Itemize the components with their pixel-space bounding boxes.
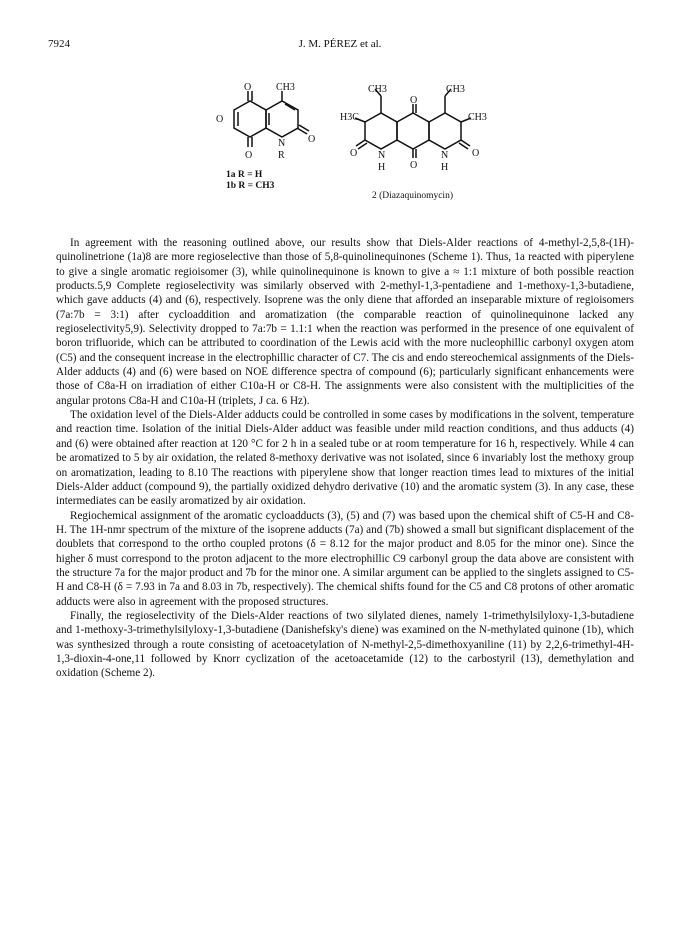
atom-o-bottom: O [410, 160, 418, 171]
caption-2: 2 (Diazaquinomycin) [372, 191, 453, 201]
paragraph-4: Finally, the regioselectivity of the Diels-Alder reactions of two silylated dienes, namely 1-trimethylsilyloxy-1,3-butadiene and 1-methoxy-3-trimethylsilyloxy-1,3-butadiene (Danishefsky's diene) was examined on the N-methylated quinone (1b), which was synthesized through a route consisting of acetoacetylation of N-methyl-2,5-dimethoxyaniline (11) by 2,2,6-trimethyl-4H-1,3-dioxin-4-one,11 followed by Knorr cyclization of the acetoacetamide (12) to the carbostyril (13), demethylation and oxidation (Scheme 2). [56, 609, 634, 680]
structure-1-drawing [212, 82, 322, 174]
label-1b: 1b R = CH3 [226, 181, 275, 191]
atom-n: N [278, 138, 286, 149]
atom-h-left: H [378, 162, 386, 173]
atom-o-left: O [216, 114, 224, 125]
atom-o-top: O [244, 82, 252, 93]
paragraph-2: The oxidation level of the Diels-Alder adducts could be controlled in some cases by modifications in the solvent, temperature and reaction time. Isolation of the initial Diels-Alder adduct was feasible under mild reaction conditions, and thus adducts (4) and (6) were obtained after reaction at 120 °C for 2 h in a sealed tube or at room temperature for 16 h, respectively. While 4 can be aromatized to 5 by air oxidation, the related 8-methoxy derivative was not isolated, since 6 invariably lost the methoxy group on aromatization, leading to 8.10 The reactions with piperylene show that longer reaction times lead to mixtures of the initial Diels-Alder adduct (compound 9), the partially oxidized dehydro derivative (10) and the aromatic system (3). In any case, these intermediates can be easily aromatized by air oxidation. [56, 409, 634, 508]
atom-o-left: O [350, 148, 358, 159]
atom-h-right: H [441, 162, 449, 173]
structure-2-drawing [340, 82, 490, 182]
atom-h3c: H3C [340, 112, 359, 123]
atom-o-lactam: O [308, 134, 316, 145]
atom-o-bottom: O [245, 150, 253, 161]
atom-n-left: N [378, 150, 386, 161]
atom-r: R [278, 150, 285, 161]
paragraph-1: In agreement with the reasoning outlined above, our results show that Diels-Alder reactions of 4-methyl-2,5,8-(1H)-quinolinetrione (1a)8 are more regioselective than those of 5,8-quinolinequinones (Scheme 1). Thus, 1a reacted with piperylene to give a single aromatic regioisomer (3), while quinolinequinone is known to give a ≈ 1:1 mixture of both possible reaction products.5,9 Complete regioselectivity was similarly observed with 2-methyl-1,3-pentadiene and 1-methoxy-1,3-butadiene, which gave adducts (4) and (6), respectively. Isoprene was the only diene that afforded an inseparable mixture of regioisomers (7a:7b = 3:1) after cycloaddition and aromatization (the comparable reaction of quinolinequinone lacked any regioselectivity5,9). Selectivity dropped to 7a:7b = 1.1:1 when the reaction was performed in the presence of one equivalent of boron trifluoride, which can be attributed to coordination of the Lewis acid with the more nucleophillic carbonyl oxygen atom (C5) and the consequent increase in the electrophillic character of C7. The cis and endo stereochemical assignments of the Diels-Alder adducts (4) and (6) were based on NOE difference spectra of compound (6); particularly significant enhancements were those of C8a-H on irradiation of either C10a-H or C8-H. The assignments were also consistent with the multiplicities of the angular protons C8a-H and C10a-H (triplets, J ca. 6 Hz). [56, 237, 634, 407]
atom-ch3-left: CH3 [368, 84, 387, 95]
label-1a: 1a R = H [226, 170, 263, 180]
atom-o-top: O [410, 95, 418, 106]
atom-ch3-mid: CH3 [468, 112, 487, 123]
atom-ch3-right: CH3 [446, 84, 465, 95]
paragraph-3: Regiochemical assignment of the aromatic cycloadducts (3), (5) and (7) was based upon the chemical shift of C5-H and C8-H. The 1H-nmr spectrum of the mixture of the isoprene adducts (7a) and (7b) showed a small but significant displacement of the doublets that correspond to the ortho coupled protons (δ = 8.12 for the major product and 8.05 for the minor one). Since the higher δ must correspond to the proton adjacent to the more electrophillic C9 carbonyl group the data above are consistent with the structure 7a for the major product and 7b for the minor one. A similar argument can be applied to the singlets assigned to C5-H and C8-H (δ = 7.93 in 7a and 8.03 in 7b, respectively). The chemical shifts found for the C5 and C8 protons of other aromatic adducts were also in agreement with the proposed structures. [56, 509, 634, 608]
atom-ch3: CH3 [276, 82, 295, 93]
page-number: 7924 [48, 38, 70, 50]
article-body [56, 236, 634, 681]
atom-o-right: O [472, 148, 480, 159]
running-head: J. M. PÉREZ et al. [298, 38, 382, 50]
atom-n-right: N [441, 150, 449, 161]
